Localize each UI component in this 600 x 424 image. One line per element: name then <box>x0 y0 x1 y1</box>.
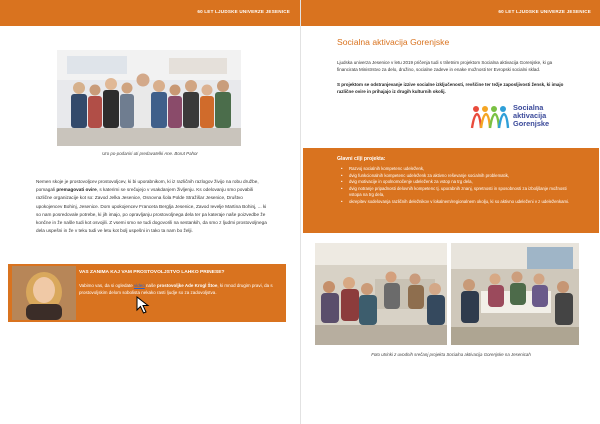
body-paragraph <box>36 178 268 235</box>
volunteer-photo <box>12 266 76 320</box>
logo-line-2: aktivacija <box>513 111 547 120</box>
info-text-1: Vabimo vas, da si ogledate <box>79 283 134 288</box>
goal-item: • Razvoj socialnih kompetenc udeleženk, <box>341 166 575 173</box>
info-text-3: , ki mnod drugim pravi, da s prostovoljskim delom sobolista nekako rasti ljudje so za zadovoljstva. <box>79 283 273 295</box>
goals-title: Glavni cilji projekta: <box>337 156 386 162</box>
goal-item: • dvig funkcionalnih kompetenc udeleženk za aktivno reševanje socialnih problematik, <box>341 173 575 180</box>
intro-bold-paragraph: S projektom se odstranjevanje izzive socialne izključenosti, revščine ter težje zaposljivosti žensk, ki imajo različne ovire in prihajajo iz drugih kulturnih okolij. <box>337 82 564 94</box>
info-text-2: naše <box>144 283 157 288</box>
project-logo <box>469 100 569 134</box>
info-box-text <box>79 282 279 296</box>
group-photo <box>57 50 241 146</box>
body-text-2: , s katerimi se srečujejo v vsakdanjem življenju. Ks odelovanju smo povabili različne organizacije kot so: Zavod Jelka Jesenice, Osnovna šola Polde Stražišar Jesenice, Društvo upokojencev Bohinj, Jesenice. Dom upokojencev Franceta Berglja Jesenice, Zavod Ievelje Martina Bohinj, ... ki so nam posredovale potrebe, ki jih imajo, po opravljanju prostovoljnega dela ter pa kateraje naše poizvedbe že končne in že našle tudi kot osvojili. Z vsemi smo se tudi dogovorili na sestankih, da smo z ljudmi prostovoljnega dela uspešni in že v teku tudi ve letu kot bolj uspešni in tako ta nam bo želji. <box>36 187 267 234</box>
info-box-title: VAS ZANIMA KAJ VAM PROSTOVOLJSTVO LAHKO PRINESE? <box>79 270 225 275</box>
photo-caption: Uro po-podaniri uti predavatelki Ane. Borut Pahor <box>102 151 198 156</box>
section-title: Socialna aktivacija Gorenjske <box>337 37 450 47</box>
header-bar <box>301 0 600 26</box>
info-text-bold: prostovoljke Ade Krogl Štoe <box>156 283 218 288</box>
body-text-1: Nemen skoje je prostovoljcev prostovoljcev, ki bi uporabnikom, ki iz različnih razlogov živijo na robu družbe, pomagali <box>36 179 259 193</box>
goals-box <box>303 148 599 233</box>
body-text-bold: premagovati ovire <box>56 187 97 193</box>
photos-caption: Foto utrinki z uvodnih srečanj projekta Socialna aktivacija Gorenjske na Jesenicah <box>371 352 531 357</box>
right-page <box>300 0 600 424</box>
header-bar <box>0 0 300 26</box>
meeting-photo-1 <box>315 243 447 345</box>
logo-line-1: Socialna <box>513 103 544 112</box>
logo-line-3: Gorenjske <box>513 119 550 128</box>
publication-title: 60 LET LJUDSKE UNIVERZE JESENICE <box>197 9 290 14</box>
publication-title: 60 LET LJUDSKE UNIVERZE JESENICE <box>498 9 591 14</box>
goal-item: • okrepitev sodelovanja različnih deležnikov v lokalnem/regionalnem okolju, ki so aktivno udeleženi v z udeleženkami. <box>341 199 575 206</box>
goals-list <box>341 166 575 206</box>
people-logo-icon <box>469 104 511 130</box>
logo-text <box>513 104 549 128</box>
intro-paragraph: Ljudska univerza Jesenice v letu 2019 pričenja tudi s triletnim projektom Socialna aktivacija Gorenjske, ki ga financirata Ministrstvo za delo, družino, socialne zadeve in enake možnosti ter Evropski socialni sklad. <box>337 60 553 72</box>
goal-item: • dvig notranje pripadnosti delovnih kompetenc tj. uporabnih znanj, spretnosti in sposobnosti za izboljšanje možnosti vstopa na trg dela, <box>341 186 575 199</box>
goal-item: • dvig motivacije in opolnomočenje udeleženk za vstop na trg dela, <box>341 179 575 186</box>
meeting-photo-2 <box>451 243 579 345</box>
mouse-cursor-icon <box>136 296 150 314</box>
video-link[interactable]: video <box>133 283 145 288</box>
